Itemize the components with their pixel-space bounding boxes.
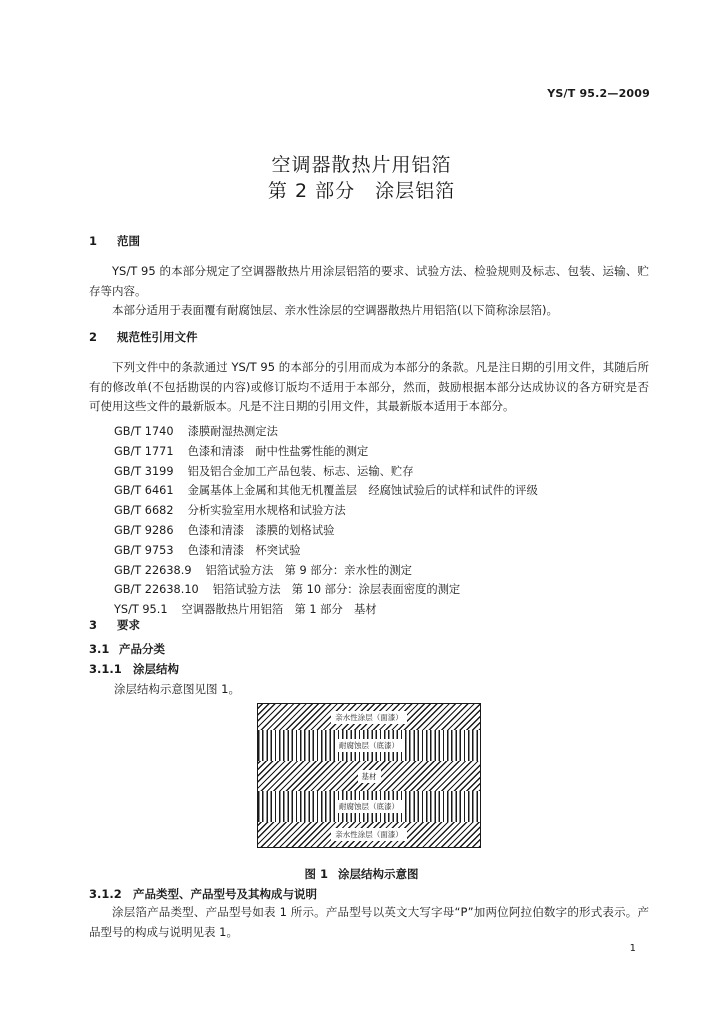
- figure-caption-text: 涂层结构示意图: [338, 867, 419, 881]
- layer-hydrophilic-bottom: [258, 822, 480, 847]
- section-number: 3: [89, 618, 98, 632]
- reference-title: 色漆和清漆 耐中性盐雾性能的测定: [187, 444, 369, 458]
- layer-label: 耐腐蚀层（底漆）: [335, 739, 403, 752]
- reference-item: [114, 442, 538, 462]
- subsection-number: 3.1: [89, 642, 110, 656]
- reference-item: [114, 600, 538, 620]
- figure-reference-text: 涂层结构示意图见图 1。: [114, 682, 240, 696]
- product-type-text: [89, 903, 649, 942]
- reference-title: 色漆和清漆 漆膜的划格试验: [187, 523, 335, 537]
- layer-label: 亲水性涂层（面漆）: [331, 828, 407, 841]
- reference-code: GB/T 6682: [114, 504, 174, 518]
- layer-corrosion-top: [258, 730, 480, 761]
- layer-hydrophilic-top: [258, 704, 480, 730]
- subsection-title: 产品类型、产品型号及其构成与说明: [133, 887, 317, 901]
- section-title: 规范性引用文件: [117, 330, 198, 344]
- section-heading-scope: [89, 233, 140, 249]
- document-title: 空调器散热片用铝箔: [271, 154, 452, 176]
- layer-label: 耐腐蚀层（底漆）: [335, 800, 403, 813]
- reference-item: [114, 422, 538, 442]
- reference-code: GB/T 9286: [114, 523, 174, 537]
- reference-title: 漆膜耐湿热测定法: [187, 425, 278, 438]
- section-title: 范围: [117, 234, 140, 248]
- subsection-number: 3.1.1: [89, 662, 122, 676]
- scope-paragraph: YS/T 95 的本部分规定了空调器散热片用涂层铝箔的要求、试验方法、检验规则及标志、包装、运输、贮存等内容。: [89, 264, 649, 298]
- subsection-title: 涂层结构: [133, 662, 179, 676]
- reference-title: 分析实验室用水规格和试验方法: [187, 504, 346, 518]
- section-heading-normative: [89, 329, 198, 345]
- normative-text: [89, 358, 649, 417]
- section-number: 1: [89, 234, 98, 248]
- reference-code: YS/T 95.1: [114, 603, 168, 617]
- document-subtitle: 第 2 部分 涂层铝箔: [267, 180, 456, 202]
- figure-caption: [0, 866, 723, 882]
- reference-item: [114, 521, 538, 541]
- coating-structure-diagram: [257, 703, 481, 848]
- reference-code: GB/T 1771: [114, 444, 174, 458]
- scope-text: [89, 262, 649, 321]
- reference-code: GB/T 22638.10: [114, 583, 199, 597]
- reference-item: [114, 481, 538, 501]
- layer-corrosion-bottom: [258, 791, 480, 822]
- page-number: 1: [629, 943, 636, 954]
- layer-label: 基材: [358, 770, 381, 783]
- standard-code: YS/T 95.2—2009: [547, 87, 650, 100]
- reference-code: GB/T 6461: [114, 484, 174, 498]
- reference-item: [114, 580, 538, 600]
- reference-item: [114, 541, 538, 561]
- product-type-paragraph: 涂层箔产品类型、产品型号如表 1 所示。产品型号以英文大写字母“P”加两位阿拉伯数字的形式表示。产品型号的构成与说明见表 1。: [89, 905, 649, 939]
- reference-title: 金属基体上金属和其他无机覆盖层 经腐蚀试验后的试样和试件的评级: [187, 484, 538, 498]
- scope-paragraph: 本部分适用于表面覆有耐腐蚀层、亲水性涂层的空调器散热片用铝箔(以下简称涂层箔)。: [112, 303, 558, 318]
- reference-item: [114, 462, 538, 482]
- reference-code: GB/T 3199: [114, 464, 174, 478]
- normative-intro: 下列文件中的条款通过 YS/T 95 的本部分的引用而成为本部分的条款。凡是注日期的引用文件，其随后所有的修改单(不包括勘误的内容)或修订版均不适用于本部分，然而，鼓励根据本部分达成协议的各方研究是否可使用这些文件的最新版本。凡是不注日期的引用文件，其最新版本适用于本部分。: [89, 360, 649, 414]
- reference-title: 铝箔试验方法 第 10 部分：涂层表面密度的测定: [212, 583, 461, 597]
- reference-item: [114, 501, 538, 521]
- reference-list: [114, 422, 538, 620]
- reference-title: 空调器散热片用铝箔 第 1 部分 基材: [181, 603, 377, 617]
- reference-title: 铝箔试验方法 第 9 部分：亲水性的测定: [205, 563, 412, 577]
- reference-code: GB/T 9753: [114, 543, 174, 557]
- layer-label: 亲水性涂层（面漆）: [331, 711, 407, 724]
- subsection-heading: [89, 641, 165, 657]
- subsection-title: 产品分类: [119, 642, 165, 656]
- layer-substrate: [258, 761, 480, 791]
- reference-code: GB/T 1740: [114, 425, 174, 438]
- figure-number: 图 1: [304, 867, 328, 881]
- reference-title: 铝及铝合金加工产品包装、标志、运输、贮存: [187, 464, 414, 478]
- section-title: 要求: [117, 618, 140, 632]
- section-heading-requirements: [89, 617, 140, 633]
- section-number: 2: [89, 330, 98, 344]
- subsection-number: 3.1.2: [89, 887, 122, 901]
- reference-item: [114, 561, 538, 581]
- subsection-heading: [89, 661, 179, 677]
- reference-title: 色漆和清漆 杯突试验: [187, 543, 301, 557]
- reference-code: GB/T 22638.9: [114, 563, 192, 577]
- subsection-heading: [89, 886, 317, 902]
